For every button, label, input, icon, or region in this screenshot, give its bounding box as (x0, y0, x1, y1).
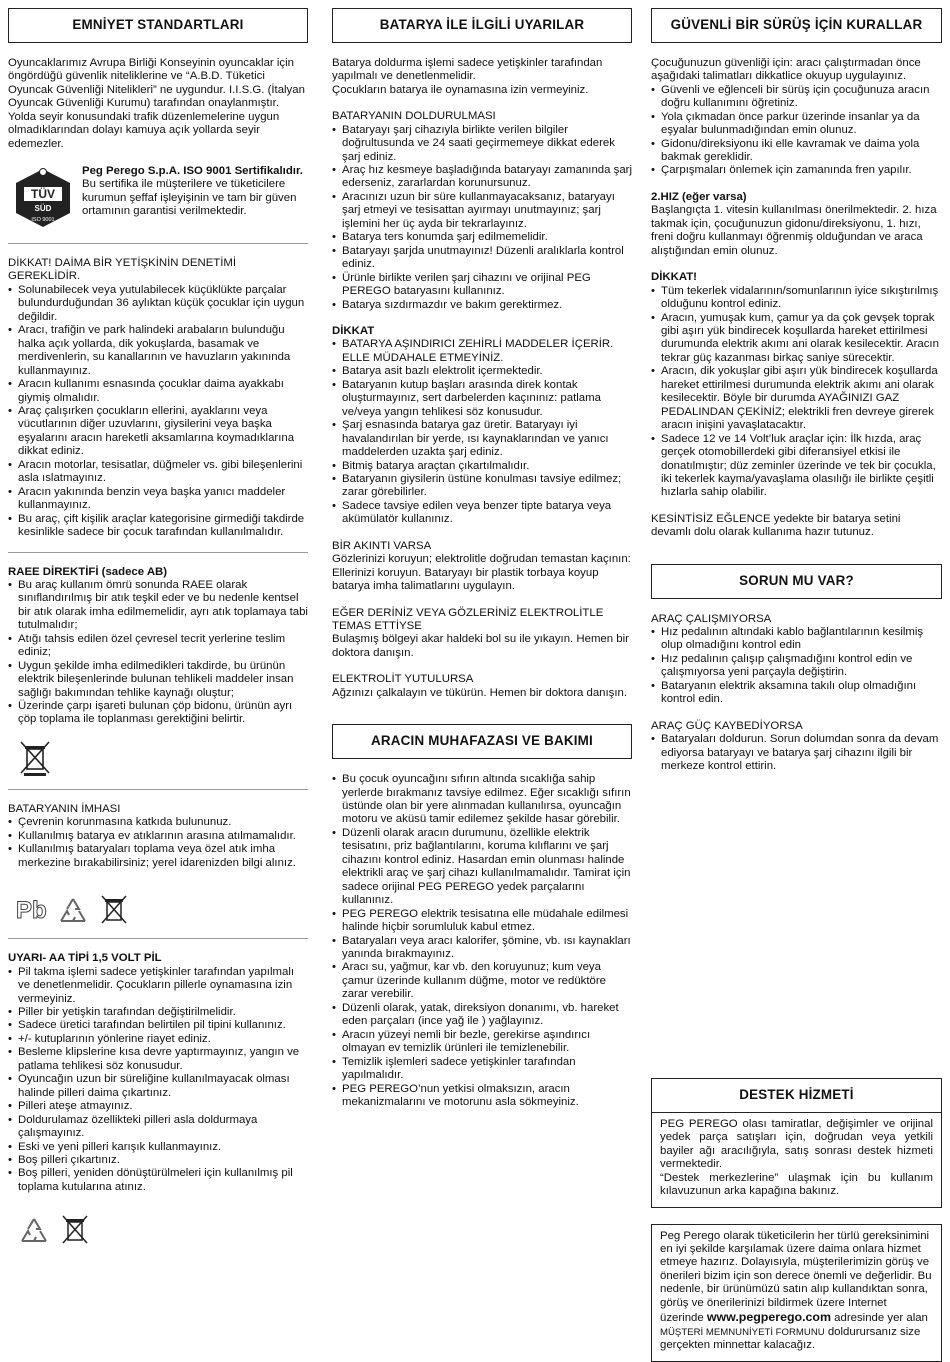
column-middle (332, 8, 632, 1109)
list-item: • Solunabilecek veya yutulabilecek küçüklükte parçalar bulundurduğundan 36 aylıktan küçük çocuklar için uygun değildir. (8, 284, 308, 324)
list-item: • Sadece üretici tarafından belirtilen pil tipini kullanınız. (8, 1019, 308, 1032)
list-item: • Batarya sızdırmazdır ve bakım gerektirmez. (332, 299, 632, 312)
power-loss-title: ARAÇ GÜÇ KAYBEDİYORSA (651, 719, 803, 732)
svg-text:SÜD: SÜD (34, 203, 52, 213)
list-item: • Aracın kullanımı esnasında çocuklar daima ayakkabı giymiş olmalıdır. (8, 378, 308, 405)
list-item: • PEG PEREGO elektrik tesisatına elle müdahale edilmesi halinde hiçbir sorumluluk kabul etmez. (332, 908, 632, 935)
troubleshooting-heading: SORUN MU VAR? (651, 564, 942, 599)
nonstop-fun (651, 513, 942, 540)
battery-warnings-heading: BATARYA İLE İLGİLİ UYARILAR (332, 8, 632, 43)
iso-text: Bu sertifika ile müşterilere ve tüketicilere kurumun şeffaf işleyişinin ve tam bir güven ortamının garantisi verilmektedir. (82, 178, 297, 218)
list-item: • Oyuncağın uzun bir süreliğine kullanılmayacak olması halinde pilleri daima çıkartınız. (8, 1073, 308, 1100)
nonstop-fun-title: KESİNTİSİZ EĞLENCE (651, 512, 771, 525)
nonstop-fun-text: yedekte bir batarya setini devamlı dolu olarak kullanıma hazır tutunuz. (651, 512, 901, 539)
list-item: • Gidonu/direksiyonu iki elle kavramak ve daima yola bakmak gereklidir. (651, 138, 942, 165)
divider (8, 938, 308, 939)
safety-intro: Oyuncaklarımız Avrupa Birliği Konseyinin oyuncaklar için öngördüğü güvenlik niteliklerine ve “A.B.D. Tüketici Oyuncak Güvenliği Nitelikleri” ne uygundur. I.I.S.G. (İtalyan Oyuncak Güvenliği Kurumu) tarafından onaylanmıştır. (8, 56, 305, 110)
crossed-bin-icon (99, 892, 129, 926)
list-item: • Boş pilleri çıkartınız. (8, 1154, 308, 1167)
list-item: • Piller bir yetişkin tarafından değiştirilmelidir. (8, 1006, 308, 1019)
list-item: • Aracın, dik yokuşlar gibi aşırı yük bindirecek koşullarda hareket ettirilmesi durumunda elektrik akımı ani olarak kesilecektir. Böyle bir durumda AYAĞINIZI GAZ PEDALINDAN ÇEKİNİZ; elektrikli fren devreye girerek aracın inişini yavaşlatacaktır. (651, 365, 942, 432)
list-item: • Şarj esnasında batarya gaz üretir. Bataryayı iyi havalandırılan bir yerde, ısı kaynaklarından ve yanıcı maddelerden uzakta şarj ediniz. (332, 419, 632, 459)
support-section (651, 1078, 942, 1362)
list-item: • Üzerinde çarpı işareti bulunan çöp bidonu, ürünün ayrı çöp toplama ile toplanması gerektiğini belirtir. (8, 700, 308, 727)
tuv-logo-icon (10, 165, 76, 231)
list-item: • Pilleri ateşe atmayınız. (8, 1100, 308, 1113)
svg-text:TÜV: TÜV (31, 186, 55, 201)
column-left (8, 8, 308, 1246)
battery-disposal-list (8, 816, 308, 870)
list-item: • Düzenli olarak, yatak, direksiyon donanımı, vb. hareket eden parçaları (ince yağ ile ) yağlayınız. (332, 1002, 632, 1029)
crossed-bin-icon (60, 1212, 90, 1246)
list-item: • Batarya asit bazlı elektrolit içermektedir. (332, 365, 632, 378)
list-item: • Bataryayı şarjda unutmayınız! Düzenli aralıklarla kontrol ediniz. (332, 245, 632, 272)
recycle-icon (18, 1216, 50, 1246)
crossed-bin-icon (18, 737, 52, 777)
support-text-2: “Destek merkezlerine” ulaşmak için bu kullanım kılavuzunun arka kapağına bakınız. (660, 1171, 933, 1198)
list-item: • Bataryayı şarj cihazıyla birlikte verilen bilgiler doğrultusunda ve 24 saati geçirmemeye dikkat ederek şarj ediniz. (332, 124, 632, 164)
charging-list (332, 124, 632, 312)
supervision-warning-title: DİKKAT! DAİMA BİR YETİŞKİNİN DENETİMİ GEREKLİDİR. (8, 256, 237, 283)
list-item: • Güvenli ve eğlenceli bir sürüş için çocuğunuza aracın doğru kullanımını öğretiniz. (651, 84, 942, 111)
attention-list (651, 285, 942, 500)
battery-disposal-title: BATARYANIN İMHASI (8, 802, 121, 815)
list-item: • Aracın yüzeyi nemli bir bezle, gerekirse aşındırıcı olmayan ev temizlik ürünleri ile temizlenebilir. (332, 1029, 632, 1056)
support-text: PEG PEREGO olası tamiratlar, değişimler ve orijinal yedek parça satışları için, doğrudan veya yetkili bayiler ağı aracılığıyla, satış sonrası destek hizmeti vermektedir. (660, 1117, 933, 1171)
list-item: • Kullanılmış batarya ev atıklarının arasına atılmamalıdır. (8, 830, 308, 843)
battery-intro: Batarya doldurma işlemi sadece yetişkinler tarafından yapılmalı ve denetlenmelidir. (332, 56, 603, 83)
list-item: • Aracı su, yağmur, kar vb. den koruyunuz; kum veya çamur üzerinde kullanım düğme, motor ve redüktöre zarar verebilir. (332, 961, 632, 1001)
danger-list (332, 338, 632, 526)
list-item: • Bataryanın kutup başları arasında direk kontak oluşturmayınız, sert darbelerden kaçınınız: patlama ve/veya yangın tehlikesi söz konusudur. (332, 379, 632, 419)
safety-standards-heading: EMNİYET STANDARTLARI (8, 8, 308, 43)
list-item: • Hız pedalının altındaki kablo bağlantılarının kesilmiş olup olmadığını kontrol edin (651, 626, 942, 653)
iso-title: Peg Perego S.p.A. ISO 9001 Sertifikalıdır. (82, 164, 303, 177)
list-item: • Bu çocuk oyuncağını sıfırın altında sıcaklığa sahip yerlerde bırakmanız tavsiye edilmez. Eğer sıcaklığı sıfırın üstünde olan bir yere alınmadan kullanılırsa, oyuncağın motoru ve aküsü tamir edilemez şekilde hasar görebilir. (332, 773, 632, 827)
battery-intro-2: Çocukların batarya ile oynamasına izin vermeyiniz. (332, 83, 589, 96)
divider (8, 789, 308, 790)
divider (8, 552, 308, 553)
list-item: • Hız pedalının çalışıp çalışmadığını kontrol edin ve çalışmıyorsa yeni parçayla değiştirin. (651, 653, 942, 680)
list-item: • Çevrenin korunmasına katkıda bulununuz. (8, 816, 308, 829)
list-item: • Aracın motorlar, tesisatlar, düğmeler vs. gibi bileşenlerini asla ıslatmayınız. (8, 459, 308, 486)
list-item: • Bataryaları veya aracı kalorifer, şömine, vb. ısı kaynakları yanında bırakmayınız. (332, 935, 632, 962)
feedback-text: Peg Perego olarak tüketicilerin her türlü gereksinimini en iyi şekilde karşılamak üzere daima onlara hizmet etmeye hazırız. Dolayısıyla, müşterilerimizin görüş ve önerileri bizim için son derece önemli ve değerlidir. Bu nedenle, bir ürünümüzü satın alıp kullandıktan sonra, görüş ve önerilerinizi bildirmek üzere Internet üzerinde www.pegperego.com adresinde yer alan MÜŞTERİ MEMNUNİYETİ FORMUNU doldurursanız size gerçekten minnettar kalacağız. (660, 1229, 932, 1352)
not-working-title: ARAÇ ÇALIŞMIYORSA (651, 612, 772, 625)
speed-text: Başlangıçta 1. vitesin kullanılması önerilmektedir. 2. hıza takmak için, çocuğunuzun gidonu/direksiyonu, 1. hızı, freni doğru kullanmayı öğrenmiş olduğundan ve araca alıştığından emin olunuz. (651, 204, 937, 257)
list-item: • Doldurulamaz özellikteki pilleri asla doldurmaya çalışmayınız. (8, 1114, 308, 1141)
list-item: • Sadece tavsiye edilen veya benzer tipte batarya veya akümülatör kullanınız. (332, 500, 632, 527)
list-item: • Aracı, trafiğin ve park halindeki arabaların bulunduğu halka açık yollarda, dik yokuşlarda, basamak ve merdivenlerin, su kanallarının ve havuzların yakınında kullanmayınız. (8, 324, 308, 378)
aa-battery-title: UYARI- AA TİPİ 1,5 VOLT PİL (8, 952, 162, 965)
list-item: • Ürünle birlikte verilen şarj cihazını ve orijinal PEG PEREGO bataryasını kullanınız. (332, 272, 632, 299)
not-working-list (651, 626, 942, 707)
list-item: • Araç hız kesmeye başladığında bataryayı zamanında şarj ederseniz, zararlardan korunursunuz. (332, 164, 632, 191)
raee-list (8, 579, 308, 727)
list-item: • Bataryanın giysilerin üstüne konulması tavsiye edilmez; zarar görebilirler. (332, 473, 632, 500)
safe-driving-heading: GÜVENLİ BİR SÜRÜŞ İÇİN KURALLAR (651, 8, 942, 43)
maintenance-list (332, 773, 632, 1109)
charging-title: BATARYANIN DOLDURULMASI (332, 110, 496, 123)
support-box (651, 1113, 942, 1208)
recycle-icon (57, 896, 89, 926)
support-heading: DESTEK HİZMETİ (651, 1078, 942, 1113)
list-item: • BATARYA AŞINDIRICI ZEHİRLİ MADDELER İÇERİR. ELLE MÜDAHALE ETMEYİNİZ. (332, 338, 632, 365)
skin-contact-text: Bulaşmış bölgeyi akar haldeki bol su ile yıkayın. Hemen bir doktora danışın. (332, 633, 629, 659)
road-notice: Yolda seyir konusundaki trafik düzenlemelerine uygun olmadıklarından dolayı kamuya açık yollarda seyir edemezler. (8, 110, 280, 150)
divider (8, 243, 308, 244)
list-item: • Atığı tahsis edilen özel çevresel tecrit yerlerine teslim ediniz; (8, 633, 308, 660)
supervision-warning-list (8, 284, 308, 540)
list-item: • Boş pilleri, yeniden dönüştürülmeleri için kullanılmış pil toplama kutularına atınız. (8, 1167, 308, 1194)
list-item: • Sadece 12 ve 14 Volt’luk araçlar için: İlk hızda, araç gerçek otomobillerdeki gibi diferansiyel etkisi ile donatılmıştır; düz zeminler üzerinde ve tek bir çocukla, iki tekerlek kayma/yavaşlama olasılığı ile birlikte çeşitli hızlarla sahip olabilir. (651, 433, 942, 500)
danger-title: DİKKAT (332, 324, 375, 337)
list-item: • +/- kutuplarının yönlerine riayet ediniz. (8, 1033, 308, 1046)
power-loss-list (651, 733, 942, 773)
speed-title: 2.HIZ (eğer varsa) (651, 190, 747, 203)
list-item: • Bu araç, çift kişilik araçlar kategorisine girmediği takdirde kesinlikle sadece bir çocuk tarafından kullanılmalıdır. (8, 513, 308, 540)
list-item: • Eski ve yeni pilleri karışık kullanmayınız. (8, 1141, 308, 1154)
swallow-title: ELEKTROLİT YUTULURSA (332, 673, 474, 686)
list-item: • Kullanılmış bataryaları toplama veya özel atık imha merkezine bırakabilirsiniz; yerel idarenizden bilgi alınız. (8, 843, 308, 870)
leak-text: Gözlerinizi koruyun; elektrolitle doğrudan temastan kaçının: Ellerinizi koruyun. Bataryayı bir plastik torbaya koyup batarya imha talimatlarını uygulayın. (332, 553, 631, 593)
iso-certification (8, 165, 308, 231)
website-link[interactable]: www.pegperego.com (706, 1310, 832, 1325)
maintenance-heading: ARACIN MUHAFAZASI VE BAKIMI (332, 724, 632, 759)
list-item: • Aracın, yumuşak kum, çamur ya da çok gevşek toprak gibi aşırı yük bindirecek koşullarda hareket ettirilmesi durumunda elektrik akımı ani olarak kesilecektir. Aracın tekrar güç kazanması birkaç saniye sürecektir. (651, 312, 942, 366)
skin-contact-title: EĞER DERİNİZ VEYA GÖZLERİNİZ ELEKTROLİTLE TEMAS ETTİYSE (332, 606, 604, 633)
list-item: • Aracın yakınında benzin veya başka yanıcı maddeler kullanmayınız. (8, 486, 308, 513)
list-item: • Düzenli olarak aracın durumunu, özellikle elektrik tesisatını, priz bağlantılarını, koruma kılıflarını ve şarj cihazını kontrol ediniz. Hasardan emin olunması halinde elektrikli araç ve şarj cihazı kullanılmamalıdır. Tamirat için sadece orijinal PEG PEREGO yedek parçalarını kullanınız. (332, 827, 632, 908)
list-item: • Besleme klipslerine kısa devre yaptırmayınız, yangın ve patlama tehlikesi söz konusudur. (8, 1046, 308, 1073)
list-item: • Yola çıkmadan önce parkur üzerinde insanlar ya da eşyalar bulunmadığından emin olunuz. (651, 111, 942, 138)
list-item: • Batarya ters konumda şarj edilmemelidir. (332, 231, 632, 244)
list-item: • Aracınızı uzun bir süre kullanmayacaksanız, bataryayı şarj etmeyi ve tesisattan ayırmayı unutmayınız; şarj işlemini her üç ayda bir tekrarlayınız. (332, 191, 632, 231)
driving-rules-list (651, 84, 942, 178)
aa-battery-list (8, 966, 308, 1195)
lead-symbol-icon: Pb (16, 897, 47, 925)
list-item: • Temizlik işlemleri sadece yetişkinler tarafından yapılmalıdır. (332, 1056, 632, 1083)
list-item: • Bataryaları doldurun. Sorun dolumdan sonra da devam ediyorsa bataryayı ve batarya şarj cihazını ilgili bir merkeze kontrol ettirin. (651, 733, 942, 773)
list-item: • Bitmiş batarya araçtan çıkartılmalıdır. (332, 460, 632, 473)
list-item: • Uygun şekilde imha edilmedikleri takdirde, bu ürünün elektrik bileşenlerinde bulunan tehlikeli maddeler insan sağlığı bakımından tehlike kaynağı oluştur; (8, 660, 308, 700)
list-item: • Bataryanın elektrik aksamına takılı olup olmadığını kontrol edin. (651, 680, 942, 707)
driving-intro: Çocuğunuzun güvenliği için: aracı çalıştırmadan önce aşağıdaki talimatları dikkatlice okuyup uygulayınız. (651, 56, 921, 83)
column-right (651, 8, 942, 1352)
list-item: • Araç çalışırken çocukların ellerini, ayaklarını veya vücutlarının diğer uzuvlarını, giysilerini veya başka eşyalarını aracın hareketli aksamlarına koymadıklarına dikkat ediniz. (8, 405, 308, 459)
swallow-text: Ağzınızı çalkalayın ve tükürün. Hemen bir doktora danışın. (332, 686, 628, 699)
list-item: • Çarpışmaları önlemek için zamanında fren yapılır. (651, 164, 942, 177)
svg-text:ISO 9001: ISO 9001 (31, 216, 55, 223)
feedback-box (651, 1224, 942, 1362)
leak-title: BİR AKINTI VARSA (332, 539, 432, 552)
list-item: • Pil takma işlemi sadece yetişkinler tarafından yapılmalı ve denetlenmelidir. Çocukların pillerle oynamasına izin vermeyiniz. (8, 966, 308, 1006)
list-item: • Tüm tekerlek vidalarının/somunlarının iyice sıkıştırılmış olduğunu kontrol ediniz. (651, 285, 942, 312)
list-item: • PEG PEREGO’nun yetkisi olmaksızın, aracın mekanizmalarını ve motorunu asla sökmeyiniz. (332, 1083, 632, 1110)
raee-title: RAEE DİREKTİFİ (sadece AB) (8, 565, 168, 578)
attention-title: DİKKAT! (651, 271, 697, 284)
list-item: • Bu araç kullanım ömrü sonunda RAEE olarak sınıflandırılmış bir atık teşkil eder ve bu nedenle kentsel bir atık olarak imha edilmemelidir, ayrı atık toplamaya tabi tutulmalıdır; (8, 579, 308, 633)
satisfaction-form-link[interactable]: MÜŞTERİ MEMNUNİYETİ FORMUNU (660, 1326, 825, 1338)
